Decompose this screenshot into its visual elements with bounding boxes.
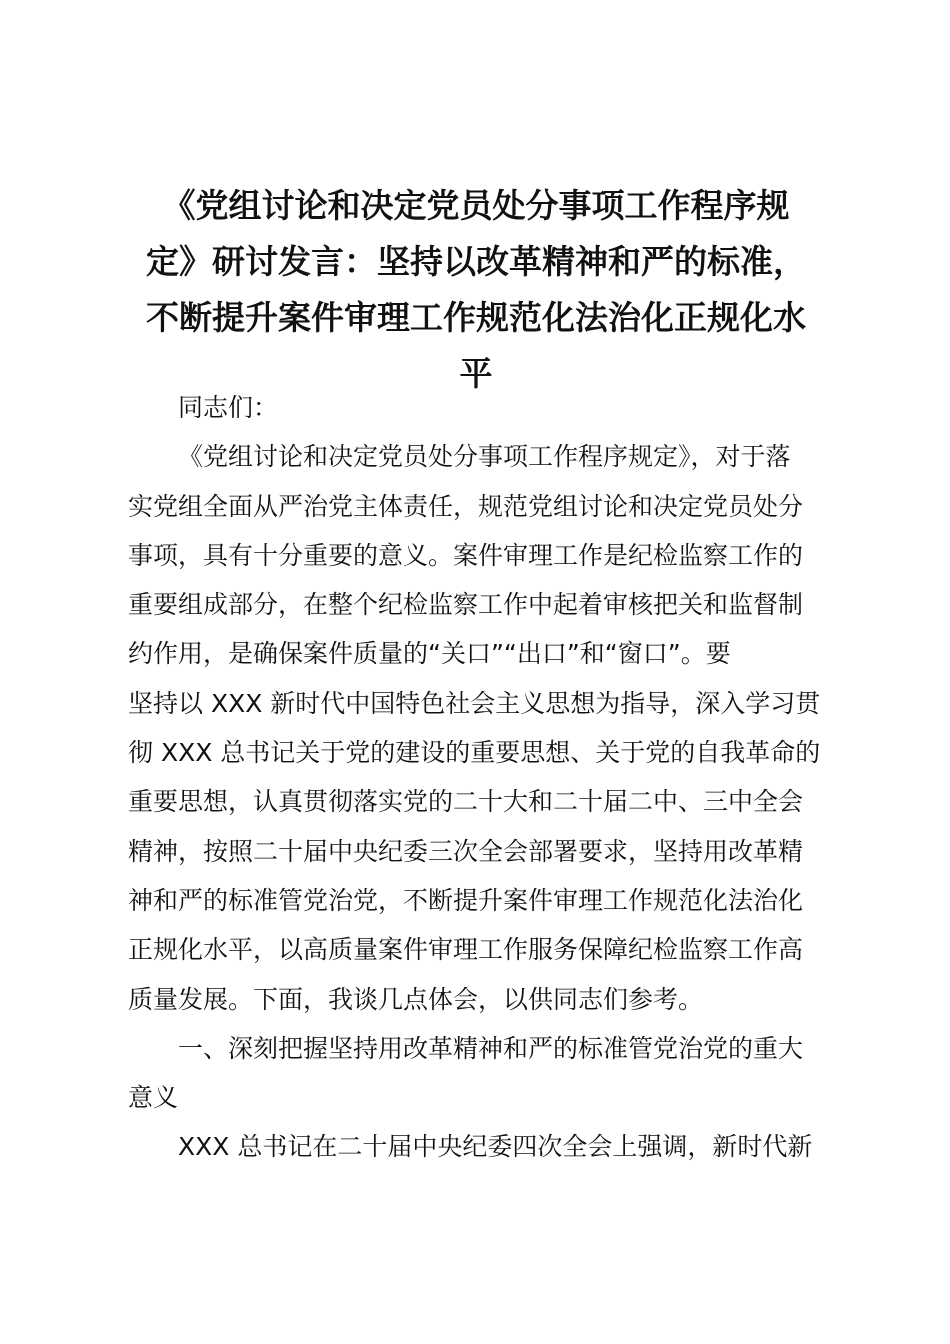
salutation [128,383,832,432]
heading-line: 意义 [128,1083,179,1113]
title-line: 定》研讨发言：坚持以改革精神和严的标准， [146,242,806,281]
paragraph-line: 约作用，是确保案件质量的“关口”“出口”和“窗口”。要 [128,639,731,669]
paragraph-line: 实党组全面从严治党主体责任，规范党组讨论和决定党员处分 [128,491,804,521]
paragraph-line: 《党组讨论和决定党员处分事项工作程序规定》，对于落 [178,442,791,472]
paragraph-line: 重要思想，认真贯彻落实党的二十大和二十届二中、三中全会 [128,787,804,817]
paragraph-line: 质量发展。下面，我谈几点体会，以供同志们参考。 [128,984,704,1014]
document-title [118,178,834,402]
title-line: 《党组讨论和决定党员处分事项工作程序规 [162,186,790,225]
title-line: 不断提升案件审理工作规范化法治化正规化水 [146,298,806,337]
paragraph-line: 坚持以 XXX 新时代中国特色社会主义思想为指导，深入学习贯 [128,688,821,718]
paragraph-line: 重要组成部分，在整个纪检监察工作中起着审核把关和监督制 [128,590,804,620]
paragraph-line: 正规化水平，以高质量案件审理工作服务保障纪检监察工作高 [128,935,804,965]
paragraph-line: 事项，具有十分重要的意义。案件审理工作是纪检监察工作的 [128,540,804,570]
salutation-text: 同志们： [178,393,279,422]
paragraph-section-1 [128,1122,832,1171]
paragraph-intro [128,432,832,1024]
title-line: 平 [459,354,493,393]
paragraph-line: 神和严的标准管党治党，不断提升案件审理工作规范化法治化 [128,885,804,915]
paragraph-line: 精神，按照二十届中央纪委三次全会部署要求，坚持用改革精 [128,836,804,866]
section-heading-1 [128,1024,832,1123]
paragraph-line: XXX 总书记在二十届中央纪委四次全会上强调，新时代新 [178,1132,813,1162]
paragraph-line: 彻 XXX 总书记关于党的建设的重要思想、关于党的自我革命的 [128,738,821,768]
document-body [128,383,832,1172]
heading-line: 一、深刻把握坚持用改革精神和严的标准管党治党的重大 [178,1033,804,1063]
